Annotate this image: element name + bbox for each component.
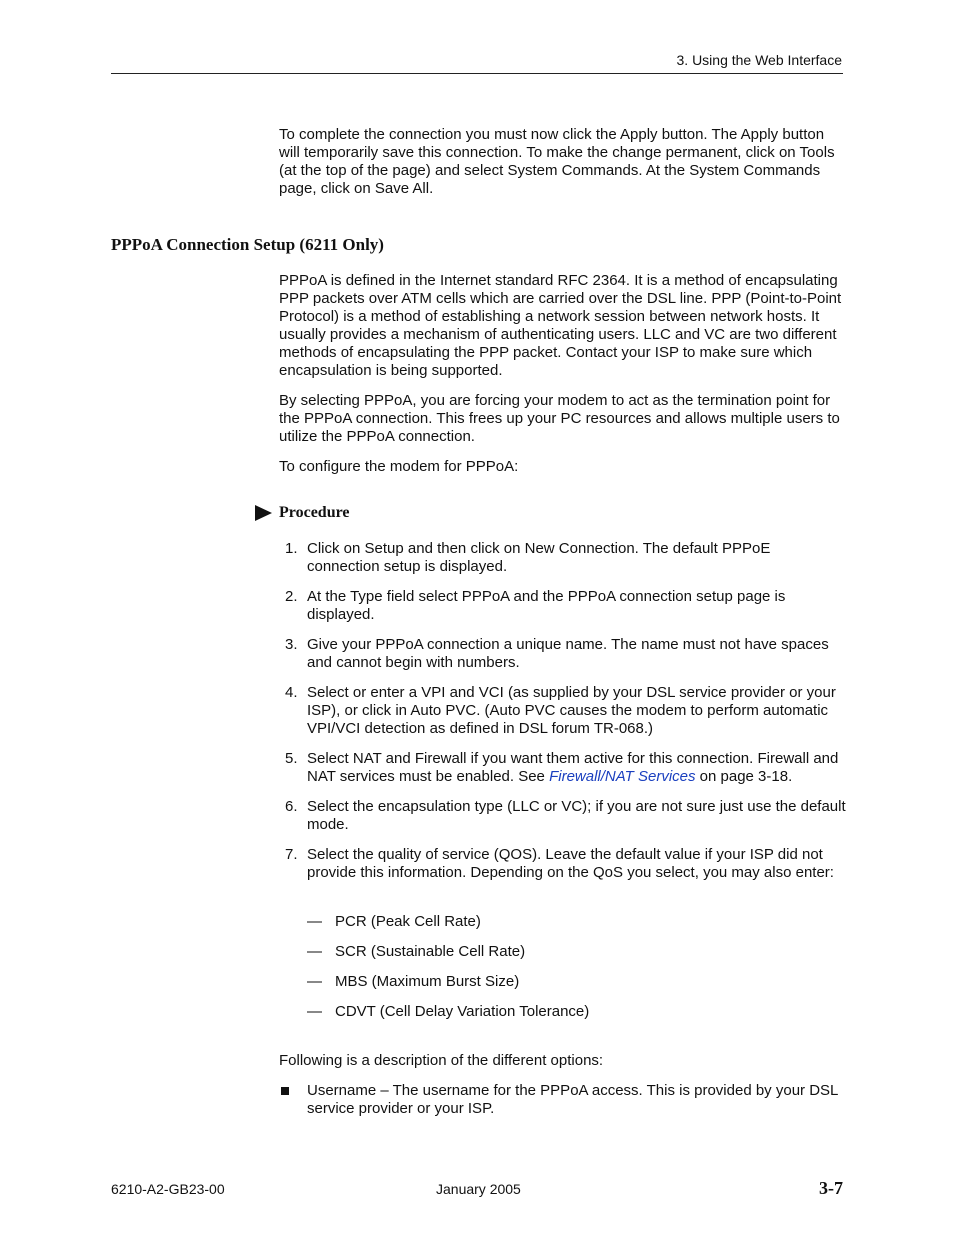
section-paragraph-3: To configure the modem for PPPoA: [279, 458, 519, 475]
step-text: At the Type field select PPPoA and the PPPoA connection setup page is displayed. [307, 588, 786, 623]
intro-paragraph: To complete the connection you must now click the Apply button. The Apply button will temporarily save this connection. To make the change permanent, click on Tools (at the top of the page) and select System Commands. At the System Commands page, click on Save All. [279, 126, 835, 197]
step-number: 1. [285, 540, 298, 557]
step-number: 3. [285, 636, 298, 653]
step-number: 4. [285, 684, 298, 701]
step-text: Click on Setup and then click on New Connection. The default PPPoE connection setup is displayed. [307, 540, 771, 575]
dash-marker: — [307, 943, 322, 960]
step-text: Select the quality of service (QOS). Leave the default value if your ISP did not provide this information. Depending on the QoS you select, you may also enter: [307, 846, 834, 881]
step-text [307, 750, 847, 786]
firewall-nat-services-link[interactable]: Firewall/NAT Services [549, 768, 696, 785]
square-bullet-icon [281, 1087, 289, 1095]
step-text-after-link: on page 3-18. [695, 768, 793, 785]
step-text: Select the encapsulation type (LLC or VC); if you are not sure just use the default mode. [307, 798, 846, 833]
dash-marker: — [307, 973, 322, 990]
qos-option-text: CDVT (Cell Delay Variation Tolerance) [335, 1003, 590, 1020]
step-number: 2. [285, 588, 298, 605]
triangle-arrow-icon [255, 505, 272, 521]
footer-date: January 2005 [436, 1181, 521, 1197]
step-text: Give your PPPoA connection a unique name. The name must not have spaces and cannot begin with numbers. [307, 636, 829, 671]
footer-doc-number: 6210-A2-GB23-00 [111, 1181, 225, 1197]
step-text: Select or enter a VPI and VCI (as supplied by your DSL service provider or your ISP), or click in Auto PVC. (Auto PVC causes the modem to perform automatic VPI/VCI detection as defined in DSL forum TR-068.) [307, 684, 836, 737]
qos-option-text: PCR (Peak Cell Rate) [335, 913, 481, 930]
section-title: PPPoA Connection Setup (6211 Only) [111, 235, 384, 254]
dash-marker: — [307, 1003, 322, 1020]
qos-option-text: SCR (Sustainable Cell Rate) [335, 943, 526, 960]
procedure-heading [255, 504, 350, 522]
option-text: Username – The username for the PPPoA access. This is provided by your DSL service provider or your ISP. [307, 1082, 838, 1117]
running-header: 3. Using the Web Interface [676, 52, 842, 68]
dash-marker: — [307, 913, 322, 930]
header-rule [111, 73, 843, 74]
step-number: 7. [285, 846, 298, 863]
procedure-label: Procedure [279, 504, 350, 521]
section-paragraph-1: PPPoA is defined in the Internet standard RFC 2364. It is a method of encapsulating PPP packets over ATM cells which are carried over the DSL line. PPP (Point-to-Point Protocol) is a method of establishing a network session between network hosts. It usually provides a mechanism of authenticating users. LLC and VC are two different methods of encapsulating the PPP packet. Contact your ISP to make sure which encapsulation is being supported. [279, 272, 842, 379]
step-number: 5. [285, 750, 298, 767]
step-number: 6. [285, 798, 298, 815]
footer-page-number: 3-7 [819, 1178, 843, 1198]
qos-option-text: MBS (Maximum Burst Size) [335, 973, 520, 990]
step-text-before-link: Select NAT and Firewall if you want them active for this connection. Firewall and NAT services must be enabled. See [307, 750, 839, 785]
options-intro: Following is a description of the different options: [279, 1052, 604, 1069]
section-paragraph-2: By selecting PPPoA, you are forcing your modem to act as the termination point for the PPPoA connection. This frees up your PC resources and allows multiple users to utilize the PPPoA connection. [279, 392, 840, 445]
